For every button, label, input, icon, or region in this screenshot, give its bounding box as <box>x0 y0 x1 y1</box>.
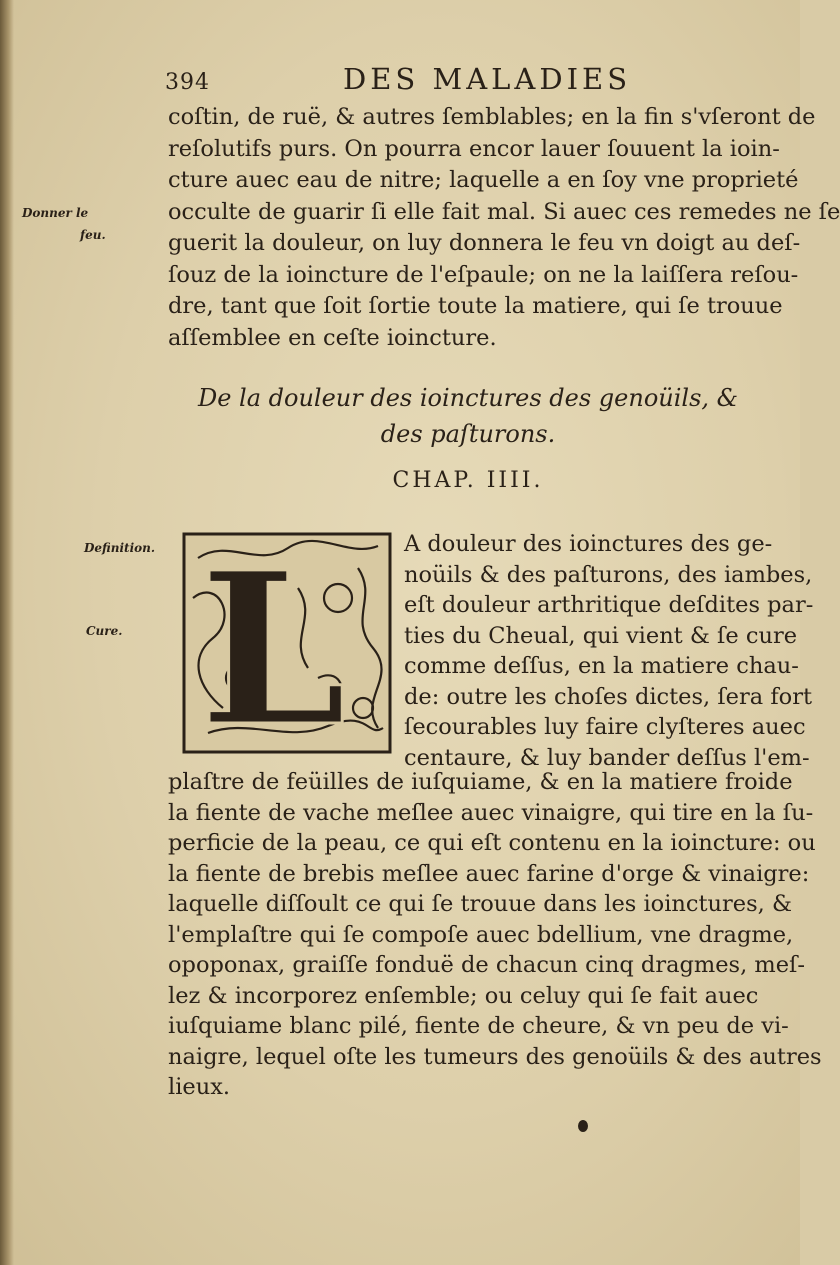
text-line: naigre, lequel oſte les tumeurs des genoüils & des autres <box>168 1043 822 1070</box>
text-line: aſſemblee en ceſte ioincture. <box>168 324 497 351</box>
ink-dot <box>578 1120 588 1132</box>
text-line: la fiente de vache meſlee auec vinaigre, qui tire en la ſu- <box>168 799 814 826</box>
text-line: laquelle diſſoult ce qui ſe trouue dans les ioinctures, & <box>168 891 792 917</box>
paragraph-2 <box>168 767 822 1103</box>
text-line: de: outre les choſes dictes, ſera fort <box>404 683 812 710</box>
paragraph-1 <box>168 102 840 354</box>
ornamental-drop-cap <box>178 526 396 773</box>
text-line: dre, tant que ſoit ſortie toute la matiere, qui ſe trouue <box>168 293 783 319</box>
margin-note-cure: Cure. <box>86 624 123 638</box>
paragraph-2-beside-cap <box>404 529 814 773</box>
margin-note-donner-feu: Donner le <box>22 206 89 220</box>
drop-cap-letter: L <box>199 526 347 773</box>
running-title: DES MALADIES <box>343 62 632 96</box>
chapter-heading: CHAP. IIII. <box>392 468 544 493</box>
text-line: l'emplaſtre qui ſe compoſe auec bdellium, vne dragme, <box>168 921 794 948</box>
text-line: reſolutifs purs. On pourra encor lauer ſouuent la ioin- <box>168 135 780 162</box>
text-line: comme deſſus, en la matiere chau- <box>404 653 799 679</box>
text-line: noüils & des paſturons, des iambes, <box>404 561 813 588</box>
text-line: ſecourables luy faire clyſteres auec <box>404 714 806 740</box>
text-line: opoponax, graiſſe fonduë de chacun cinq dragmes, meſ- <box>168 952 805 978</box>
text-line: ties du Cheual, qui vient & ſe cure <box>404 622 798 649</box>
text-line: ſouz de la ioincture de l'eſpaule; on ne la laiſſera reſou- <box>168 261 799 288</box>
text-line: perficie de la peau, ce qui eſt contenu en la ioincture: ou <box>168 830 816 856</box>
margin-note-feu: feu. <box>80 228 106 242</box>
text-line: plaſtre de feüilles de iuſquiame, & en la matiere froide <box>168 769 793 795</box>
binding-gutter <box>0 0 14 1265</box>
text-line: occulte de guarir ſi elle fait mal. Si auec ces remedes ne ſe <box>168 198 840 225</box>
text-line: centaure, & luy bander deſſus l'em- <box>404 744 810 771</box>
section-title-line-1: De la douleur des ioinctures des genoüils, & <box>197 384 739 412</box>
text-line: la fiente de brebis meſlee auec farine d'orge & vinaigre: <box>168 860 810 887</box>
text-line: eſt douleur arthritique deſdites par- <box>404 592 814 618</box>
text-line: A douleur des ioinctures des ge- <box>404 531 773 557</box>
text-line: lez & incorporez enſemble; ou celuy qui ſe fait auec <box>168 982 759 1009</box>
text-line: iuſquiame blanc pilé, fiente de cheure, & vn peu de vi- <box>168 1013 789 1039</box>
section-title-line-2: des paſturons. <box>380 420 556 448</box>
margin-note-definition: Definition. <box>84 541 156 555</box>
text-line: lieux. <box>168 1074 231 1100</box>
page-header <box>165 62 765 96</box>
text-line: cture auec eau de nitre; laquelle a en ſoy vne proprieté <box>168 167 799 193</box>
section-title <box>168 380 768 452</box>
text-line: guerit la douleur, on luy donnera le feu vn doigt au deſ- <box>168 230 801 256</box>
page-number: 394 <box>165 70 210 95</box>
text-line: coſtin, de ruë, & autres ſemblables; en la fin s'vſeront de <box>168 104 816 130</box>
